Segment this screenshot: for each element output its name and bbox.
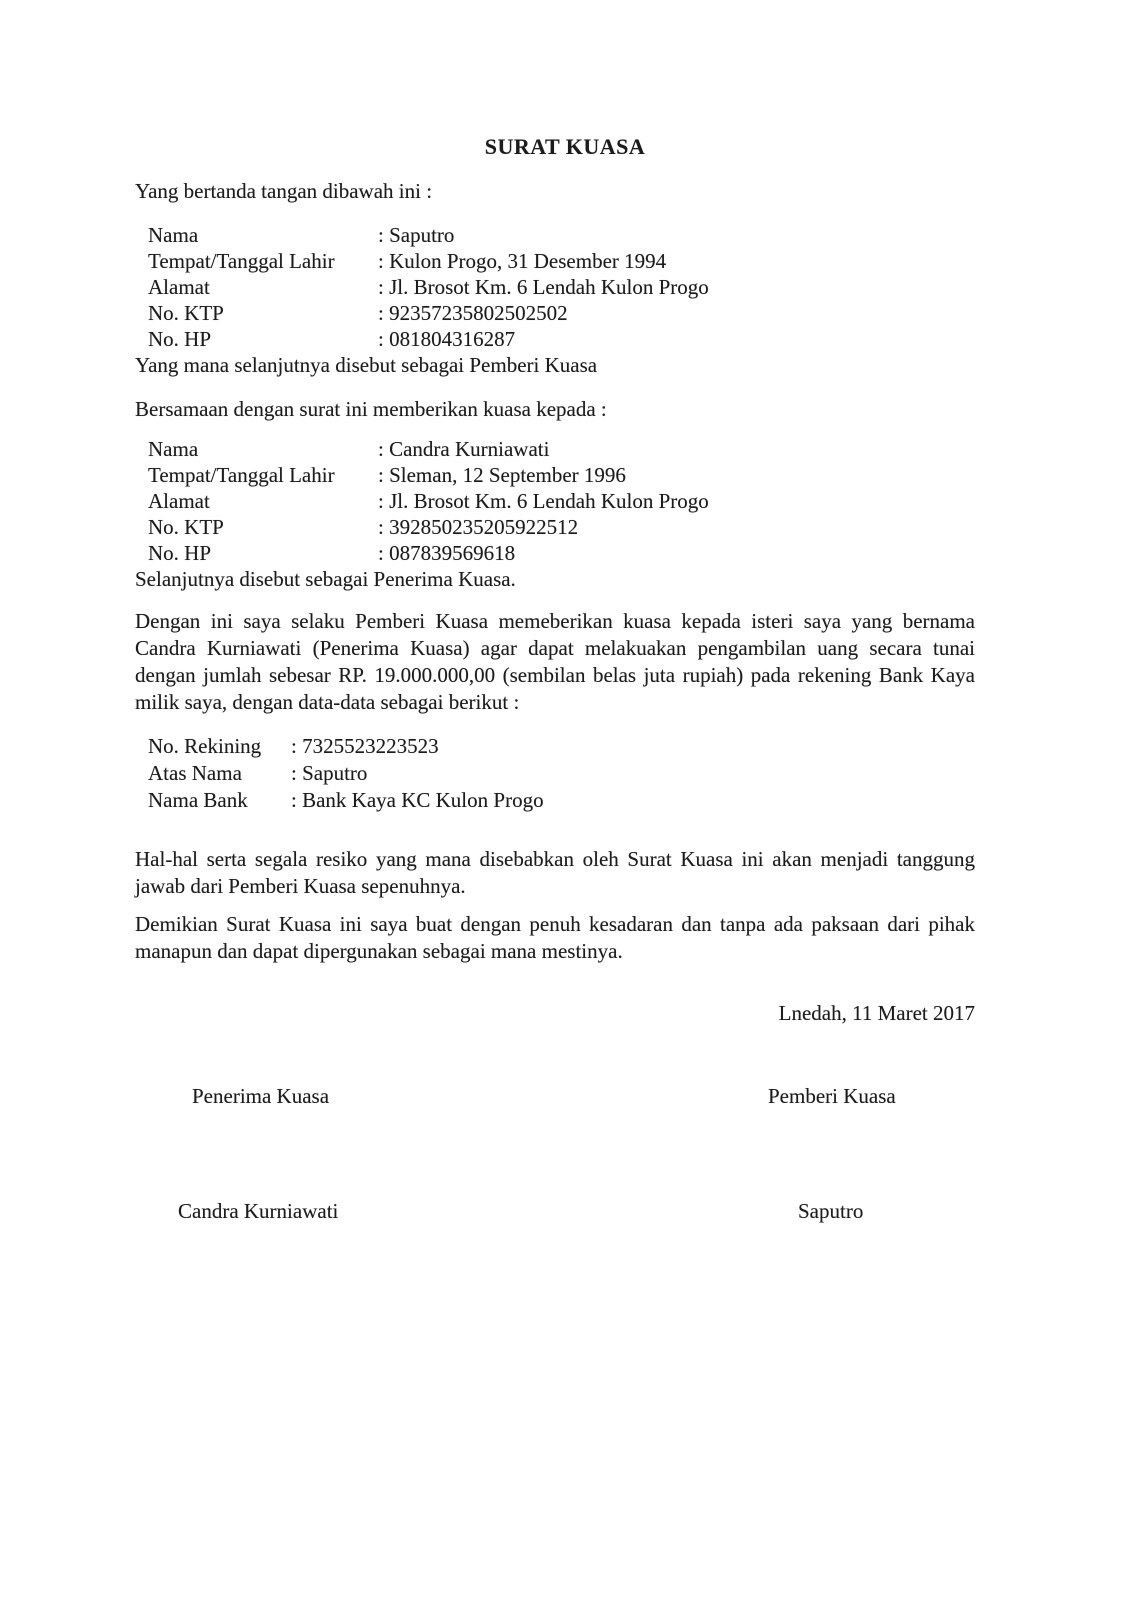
field-label: Nama bbox=[148, 223, 199, 247]
field-label: No. Rekining bbox=[148, 734, 262, 758]
liability-paragraph: Hal-hal serta segala resiko yang mana disebabkan oleh Surat Kuasa ini akan menjadi tanggung jawab dari Pemberi Kuasa sepenuhnya. bbox=[135, 847, 975, 898]
field-value: : Jl. Brosot Km. 6 Lendah Kulon Progo bbox=[378, 275, 709, 299]
date-line: Lnedah, 11 Maret 2017 bbox=[778, 1001, 975, 1025]
bank-row-nama-bank bbox=[135, 787, 975, 814]
grantor-row-ttl bbox=[135, 248, 975, 274]
document-body bbox=[0, 178, 1130, 1224]
bank-row-rekening bbox=[135, 733, 975, 760]
field-value: : Saputro bbox=[291, 761, 368, 785]
grantor-row-ktp bbox=[135, 300, 975, 326]
field-label: Alamat bbox=[148, 489, 210, 513]
grantor-row-hp bbox=[135, 326, 975, 352]
grantor-row-alamat bbox=[135, 274, 975, 300]
field-label: Tempat/Tanggal Lahir bbox=[148, 463, 335, 487]
field-label: Nama Bank bbox=[148, 788, 248, 812]
opening-line: Yang bertanda tangan dibawah ini : bbox=[135, 179, 433, 203]
field-value: : Jl. Brosot Km. 6 Lendah Kulon Progo bbox=[378, 489, 709, 513]
field-label: Nama bbox=[148, 437, 199, 461]
field-value: : Saputro bbox=[378, 223, 455, 247]
grantee-row-nama bbox=[135, 436, 975, 462]
signature-name-penerima: Candra Kurniawati bbox=[178, 1199, 339, 1223]
signature-roles-row bbox=[135, 1083, 975, 1109]
field-label: No. HP bbox=[148, 541, 212, 565]
grant-intro-line: Bersamaan dengan surat ini memberikan kuasa kepada : bbox=[135, 397, 607, 421]
grantee-details bbox=[135, 436, 975, 566]
field-label: No. HP bbox=[148, 327, 212, 351]
field-value: : 7325523223523 bbox=[291, 734, 439, 758]
closing-paragraph: Demikian Surat Kuasa ini saya buat dengan penuh kesadaran dan tanpa ada paksaan dari pihak manapun dan dapat dipergunakan sebagai mana mestinya. bbox=[135, 912, 975, 963]
grantee-designation-line: Selanjutnya disebut sebagai Penerima Kuasa. bbox=[135, 567, 516, 591]
field-value: : Bank Kaya KC Kulon Progo bbox=[291, 788, 544, 812]
bank-details bbox=[135, 733, 975, 814]
field-label: No. KTP bbox=[148, 515, 224, 539]
field-value: : 392850235205922512 bbox=[378, 515, 579, 539]
grantee-row-hp bbox=[135, 540, 975, 566]
signature-names-row bbox=[135, 1198, 975, 1224]
signature-role-penerima: Penerima Kuasa bbox=[192, 1084, 330, 1108]
document-title: SURAT KUASA bbox=[484, 134, 646, 159]
grantor-details bbox=[135, 222, 975, 352]
field-label: Atas Nama bbox=[148, 761, 242, 785]
grantee-row-ttl bbox=[135, 462, 975, 488]
grantor-row-nama bbox=[135, 222, 975, 248]
field-value: : Kulon Progo, 31 Desember 1994 bbox=[378, 249, 667, 273]
grantor-designation-line: Yang mana selanjutnya disebut sebagai Pemberi Kuasa bbox=[135, 353, 598, 377]
field-value: : Sleman, 12 September 1996 bbox=[378, 463, 626, 487]
field-value: : 081804316287 bbox=[378, 327, 516, 351]
field-value: : 087839569618 bbox=[378, 541, 516, 565]
authorization-paragraph: Dengan ini saya selaku Pemberi Kuasa memeberikan kuasa kepada isteri saya yang bernama Candra Kurniawati (Penerima Kuasa) agar dapat melakuakan pengambilan uang secara tunai dengan jumlah sebesar RP. 19.000.000,00 (sembilan belas juta rupiah) pada rekening Bank Kaya milik saya, dengan data-data sebagai berikut : bbox=[135, 609, 975, 714]
bank-row-atas-nama bbox=[135, 760, 975, 787]
grantee-row-ktp bbox=[135, 514, 975, 540]
field-value: : 92357235802502502 bbox=[378, 301, 568, 325]
signature-role-pemberi: Pemberi Kuasa bbox=[768, 1084, 896, 1108]
field-value: : Candra Kurniawati bbox=[378, 437, 550, 461]
signature-name-pemberi: Saputro bbox=[798, 1199, 864, 1223]
field-label: Tempat/Tanggal Lahir bbox=[148, 249, 335, 273]
field-label: No. KTP bbox=[148, 301, 224, 325]
grantee-row-alamat bbox=[135, 488, 975, 514]
field-label: Alamat bbox=[148, 275, 210, 299]
